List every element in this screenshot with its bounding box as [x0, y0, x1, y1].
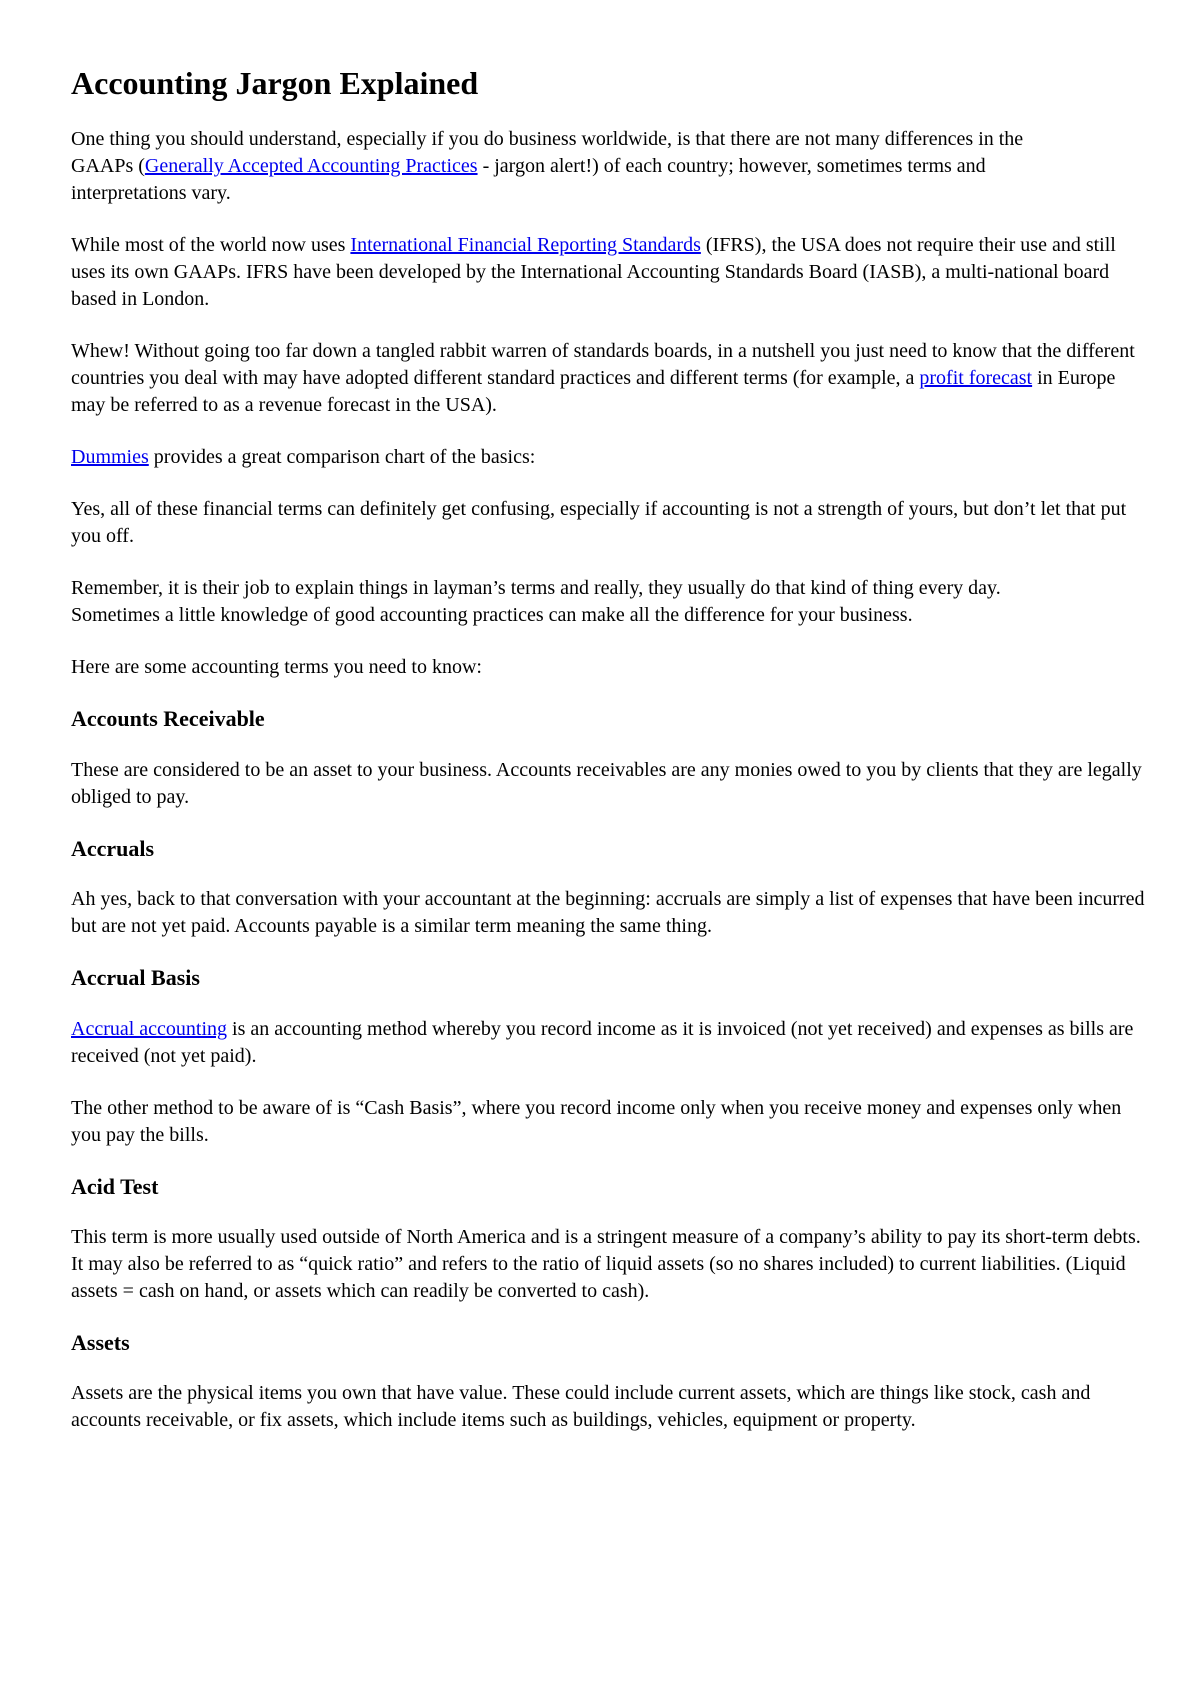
accrual-accounting-link[interactable]: Accrual accounting	[71, 1017, 228, 1040]
dummies-link[interactable]: Dummies	[71, 446, 149, 469]
page-title: Accounting Jargon Explained	[71, 65, 479, 101]
body-accounts-receivable: These are considered to be an asset to your business. Accounts receivables are any monies owed to you by clients that they are legally obliged to pay.	[71, 758, 1142, 808]
intro-paragraph-remember: Remember, it is their job to explain things in layman’s terms and really, they usually do that kind of thing every day. Sometimes a little knowledge of good accounting practices can make all the difference for your business.	[71, 577, 1001, 627]
body-acid-test: This term is more usually used outside of North America and is a stringent measure of a company’s ability to pay its short-term debts. It may also be referred to as “quick ratio” and refers to the ratio of liquid assets (so no shares included) to current liabilities. (Liquid assets = cash on hand, or assets which can readily be converted to cash).	[71, 1225, 1141, 1302]
intro-paragraph-confusing: Yes, all of these financial terms can definitely get confusing, especially if accounting is not a strength of yours, but don’t let that put you off.	[71, 498, 1127, 548]
heading-assets: Assets	[71, 1329, 130, 1355]
heading-accounts-receivable: Accounts Receivable	[71, 706, 265, 732]
body-accruals: Ah yes, back to that conversation with your accountant at the beginning: accruals are simply a list of expenses that have been incurred but are not yet paid. Accounts payable is a similar term meaning the same thing.	[71, 888, 1145, 938]
intro-p1-text-before: One thing you should understand, especially if you do business worldwide, is that there are not many differences in the GAAPs (	[71, 128, 1024, 178]
heading-accrual-basis: Accrual Basis	[71, 965, 200, 991]
intro-paragraph-whew	[71, 338, 1151, 419]
intro-paragraph-dummies	[71, 444, 1091, 471]
profit-forecast-link[interactable]: profit forecast	[919, 367, 1033, 390]
intro-paragraph-terms: Here are some accounting terms you need to know:	[71, 656, 482, 679]
intro-p3-text-before: Whew! Without going too far down a tangled rabbit warren of standards boards, in a nutshell you just need to know that the different countries you deal with may have adopted different standard practices and different terms (for example, a	[71, 340, 1135, 390]
accrual-basis-text-after: is an accounting method whereby you record income as it is invoiced (not yet received) and expenses as bills are received (not yet paid).	[71, 1017, 1134, 1067]
heading-accruals: Accruals	[71, 835, 155, 861]
intro-paragraph-ifrs	[71, 232, 1151, 313]
heading-acid-test: Acid Test	[71, 1173, 159, 1199]
body-cash-basis: The other method to be aware of is “Cash Basis”, where you record income only when you receive money and expenses only when you pay the bills.	[71, 1096, 1122, 1146]
intro-paragraph-gaaps	[71, 126, 1071, 207]
body-accrual-basis	[71, 1016, 1151, 1070]
document-page	[71, 64, 1151, 1459]
body-assets: Assets are the physical items you own that have value. These could include current assets, which are things like stock, cash and accounts receivable, or fix assets, which include items such as buildings, vehicles, equipment or property.	[71, 1382, 1091, 1432]
ifrs-link[interactable]: International Financial Reporting Standards	[350, 234, 701, 257]
gaap-link[interactable]: Generally Accepted Accounting Practices	[144, 155, 478, 178]
intro-p4-text-after: provides a great comparison chart of the basics:	[148, 446, 536, 469]
intro-p1-text-after: - jargon alert!) of each country; however, sometimes terms and interpretations vary.	[71, 155, 986, 205]
intro-p2-text-before: While most of the world now uses	[71, 234, 351, 257]
intro-p3-text-after: in Europe may be referred to as a revenue forecast in the USA).	[71, 367, 1116, 417]
intro-p2-text-after: (IFRS), the USA does not require their use and still uses its own GAAPs. IFRS have been developed by the International Accounting Standards Board (IASB), a multi-national board based in London.	[71, 234, 1116, 311]
